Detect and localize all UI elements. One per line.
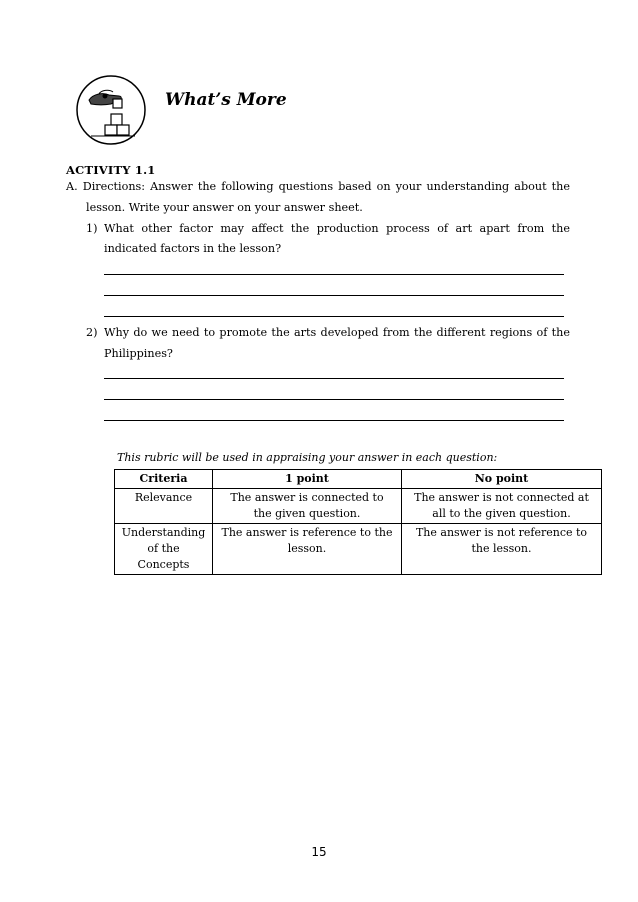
directions-line-2: lesson. Write your answer on your answer sheet.: [86, 201, 363, 214]
rubric-text: the lesson.: [471, 542, 532, 555]
rubric-text: lesson.: [287, 542, 327, 555]
rubric-cell-criteria: [115, 524, 213, 575]
answer-line[interactable]: [104, 420, 564, 421]
answer-line[interactable]: [104, 399, 564, 400]
rubric-text: all to the given question.: [432, 507, 571, 520]
rubric-row: [115, 489, 602, 524]
rubric-header-row: [115, 470, 602, 489]
rubric-text: Concepts: [137, 558, 190, 571]
rubric-cell-no-point: [402, 489, 602, 524]
rubric-text: The answer is not reference to: [415, 526, 588, 539]
answer-line[interactable]: [104, 295, 564, 296]
answer-line[interactable]: [104, 378, 564, 379]
question-1-line-1: What other factor may affect the production process of art apart from the: [104, 222, 570, 235]
question-2-line-2: Philippines?: [104, 347, 173, 360]
rubric-header-no-point: No point: [402, 470, 602, 489]
section-title: What’s More: [165, 90, 287, 110]
rubric-cell-one-point: [213, 489, 402, 524]
rubric-header-one-point: 1 point: [213, 470, 402, 489]
rubric-table: [114, 469, 602, 575]
answer-line[interactable]: [104, 316, 564, 317]
answer-line[interactable]: [104, 274, 564, 275]
question-1-number: 1): [86, 222, 98, 235]
question-2-line-1: Why do we need to promote the arts developed from the different regions of the: [104, 326, 570, 339]
activity-title: ACTIVITY 1.1: [66, 163, 156, 177]
page-number: 15: [311, 845, 327, 859]
rubric-text: of the: [147, 542, 180, 555]
rubric-cell-one-point: [213, 524, 402, 575]
rubric-row: [115, 524, 602, 575]
rubric-text: The answer is reference to the: [221, 526, 393, 539]
rubric-text: the given question.: [253, 507, 361, 520]
rubric-text: The answer is not connected at: [414, 491, 589, 504]
rubric-cell-criteria: [115, 489, 213, 524]
question-2-number: 2): [86, 326, 98, 339]
rubric-text: The answer is connected to: [230, 491, 384, 504]
rubric-caption: This rubric will be used in appraising your answer in each question:: [117, 451, 498, 464]
rubric-text: Relevance: [134, 491, 193, 504]
question-1-line-2: indicated factors in the lesson?: [104, 242, 282, 255]
directions-line-1: A. Directions: Answer the following questions based on your understanding about the: [66, 180, 570, 193]
rubric-header-criteria: Criteria: [115, 470, 213, 489]
rubric-text: Understanding: [121, 526, 206, 539]
hand-stacking-blocks-icon: [75, 74, 147, 146]
rubric-cell-no-point: [402, 524, 602, 575]
